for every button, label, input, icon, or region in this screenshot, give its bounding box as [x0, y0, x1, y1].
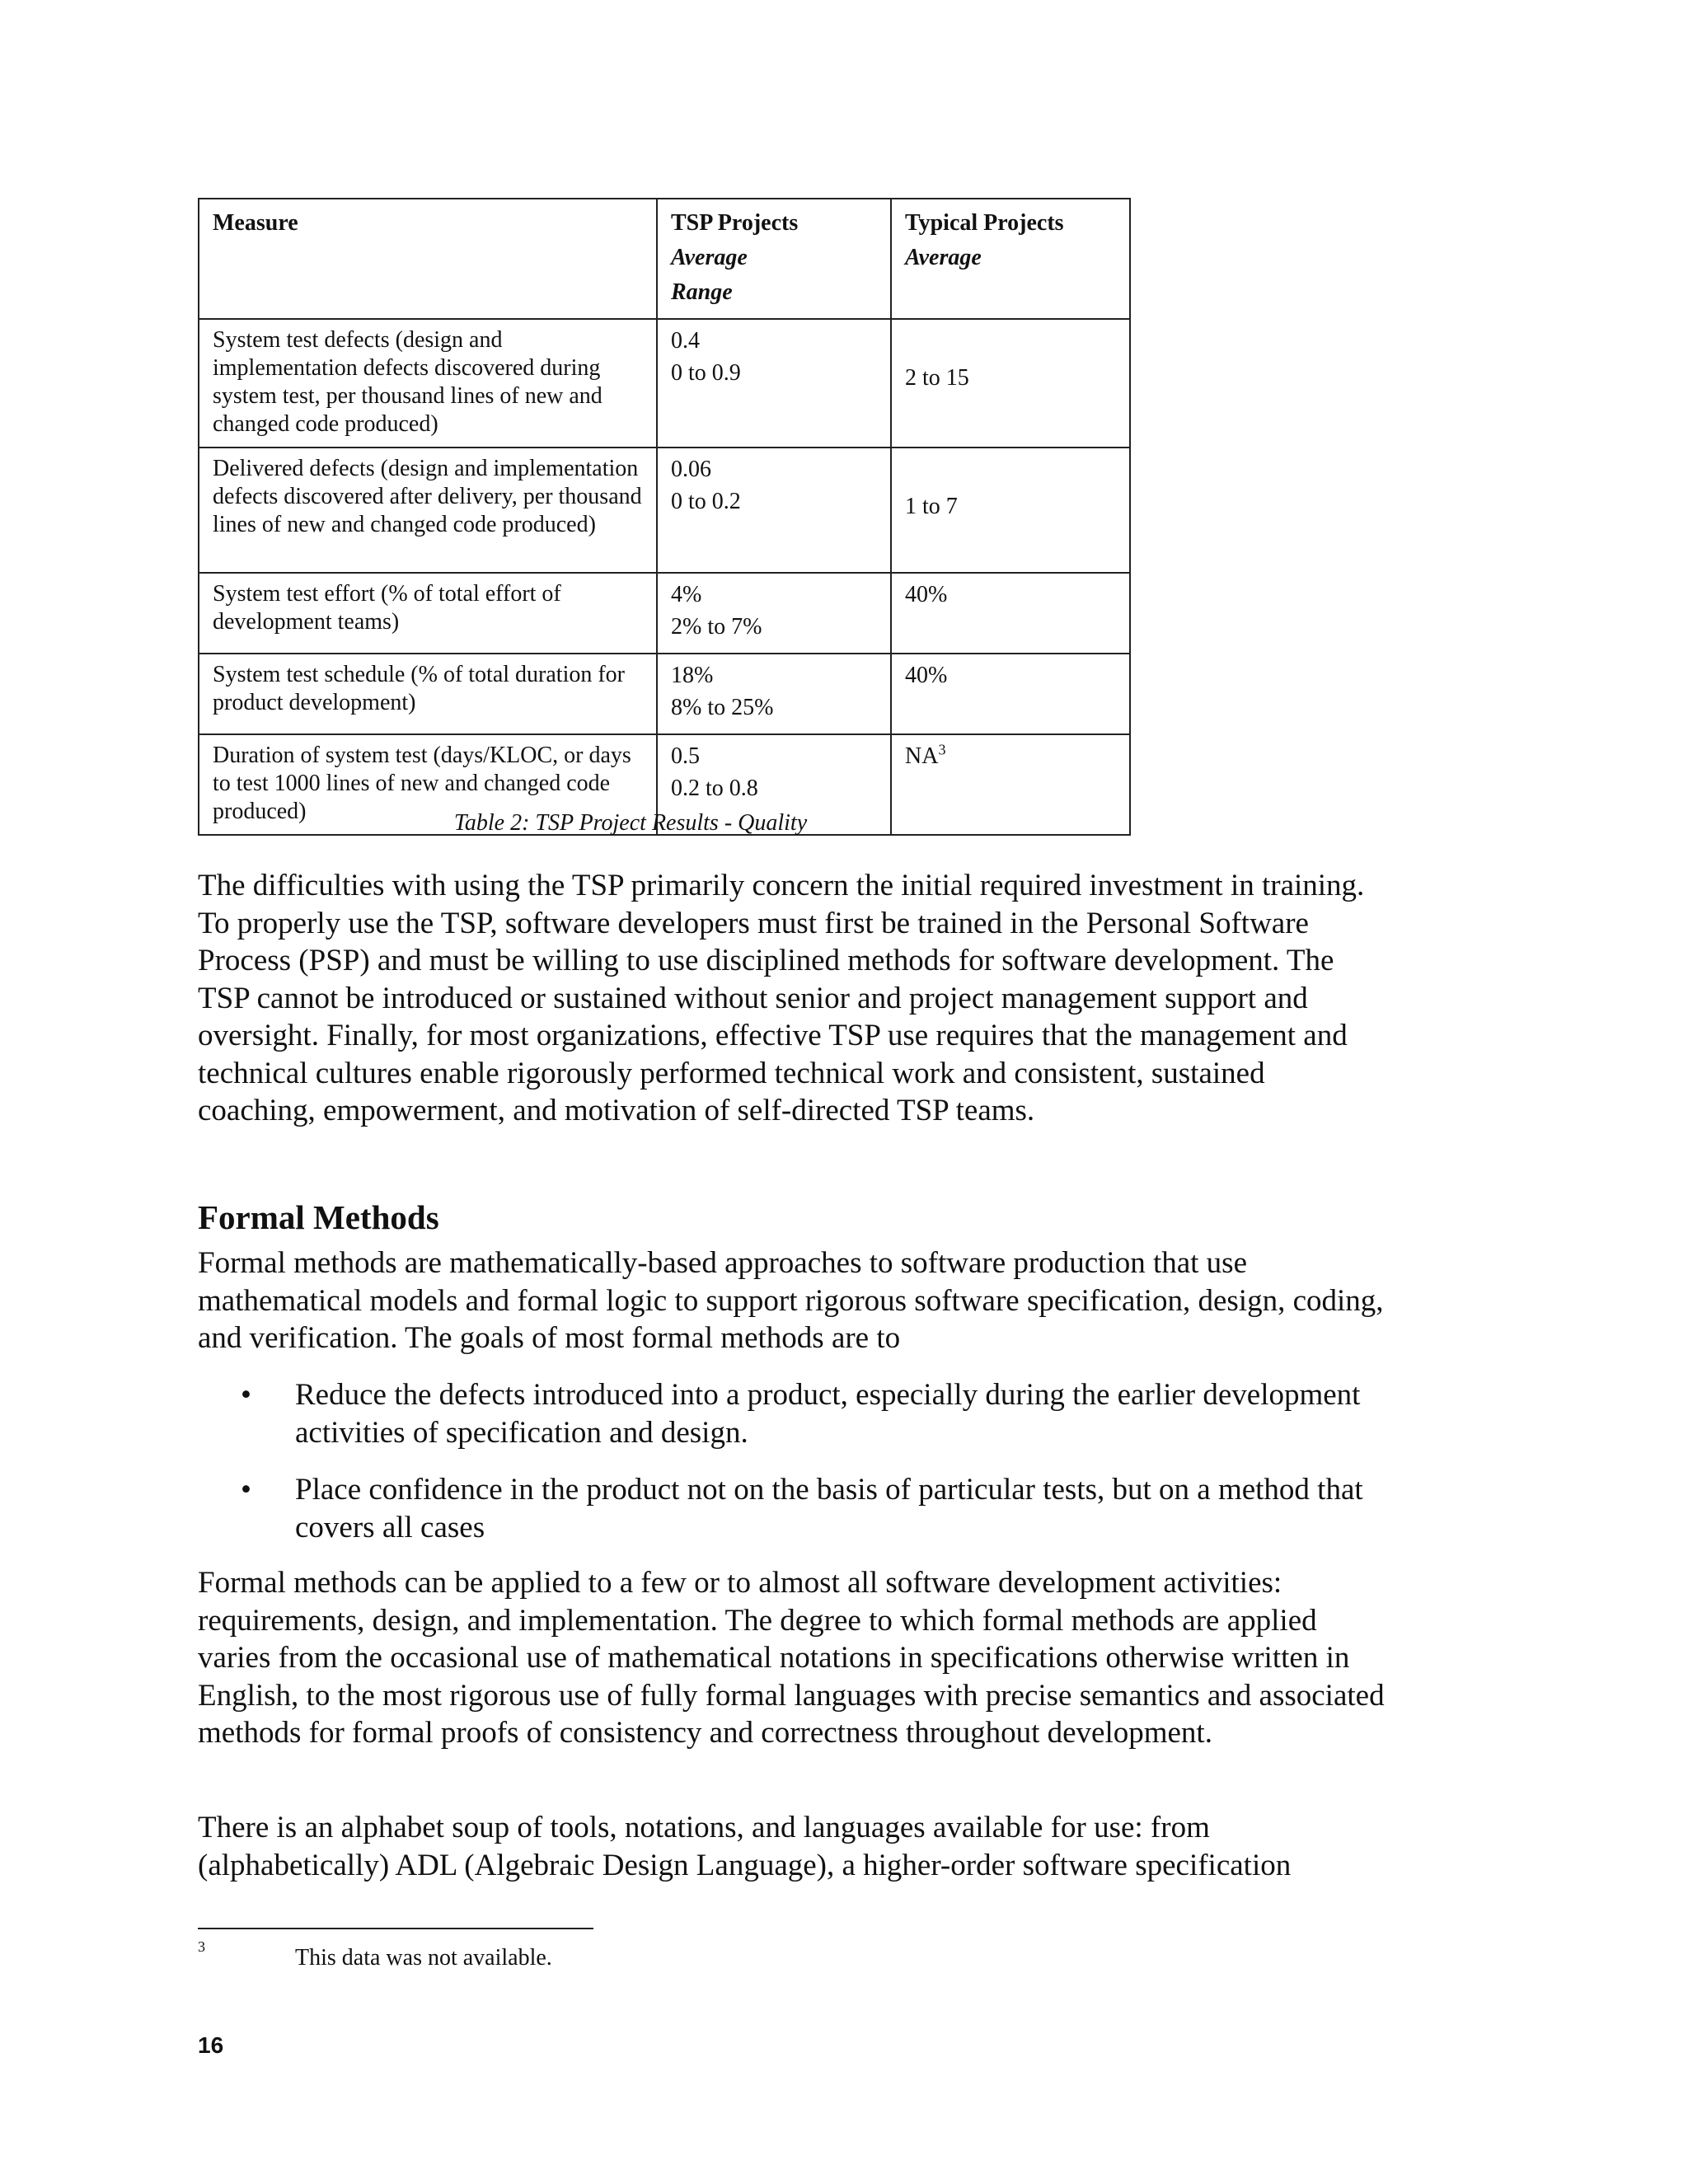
footnote-reference: 3	[938, 741, 946, 758]
paragraph-formal-methods-intro: Formal methods are mathematically-based approaches to software production that use mathematical models and formal logic to support rigorous software specification, design, coding, and verification. The goals of most formal methods are to	[198, 1246, 1384, 1355]
tsp-range-value: 8% to 25%	[671, 695, 774, 720]
typical-value	[905, 742, 1118, 771]
table-caption: Table 2: TSP Project Results - Quality	[453, 810, 808, 836]
table-row	[199, 573, 1130, 654]
header-typical-average: Average	[905, 245, 982, 270]
footnote-text: This data was not available.	[295, 1945, 552, 1971]
tsp-average-value: 0.06	[671, 457, 711, 482]
cell-measure: System test defects (design and implementation defects discovered during system test, per thousand lines of new and changed code produced)	[199, 319, 657, 448]
cell-measure: System test effort (% of total effort of development teams)	[199, 573, 657, 654]
header-tsp-average: Average	[671, 245, 748, 270]
tsp-range-value: 0.2 to 0.8	[671, 776, 758, 801]
typical-value: 40%	[905, 663, 948, 688]
cell-typical	[891, 448, 1130, 573]
header-tsp-range: Range	[671, 279, 733, 305]
footnote-divider	[198, 1928, 593, 1929]
header-measure	[199, 199, 657, 319]
quality-results-table-wrapper	[198, 198, 1129, 836]
cell-typical	[891, 319, 1130, 448]
cell-typical	[891, 654, 1130, 734]
typical-value-text: NA	[905, 743, 939, 769]
list-item	[198, 1471, 1385, 1546]
header-measure-label: Measure	[213, 210, 298, 236]
list-item	[198, 1376, 1385, 1451]
cell-tsp	[657, 654, 891, 734]
paragraph-formal-methods-application: Formal methods can be applied to a few or to almost all software development activities: requirements, design, and implementation. The degree to which formal methods are applied varies from the occasional use of mathematical notations in specifications otherwise written in English, to the most rigorous use of fully formal languages with precise semantics and associated methods for formal proofs of consistency and correctness throughout development.	[198, 1566, 1385, 1750]
paragraph-alphabet-soup: There is an alphabet soup of tools, notations, and languages available for use: from (alphabetically) ADL (Algebraic Design Language), a higher-order software specification	[198, 1811, 1292, 1882]
tsp-average-value: 18%	[671, 663, 714, 688]
tsp-range-value: 2% to 7%	[671, 614, 762, 640]
page-number: 16	[198, 2032, 224, 2058]
table-row	[199, 319, 1130, 448]
bullet-text: Place confidence in the product not on the basis of particular tests, but on a method that covers all cases	[295, 1473, 1363, 1544]
cell-measure: Delivered defects (design and implementation defects discovered after delivery, per thousand lines of new and changed code produced)	[199, 448, 657, 573]
header-tsp-projects	[657, 199, 891, 319]
cell-tsp	[657, 319, 891, 448]
cell-tsp	[657, 448, 891, 573]
bullet-text: Reduce the defects introduced into a product, especially during the earlier development activities of specification and design.	[295, 1378, 1361, 1450]
header-typical-title: Typical Projects	[905, 210, 1064, 236]
cell-measure: System test schedule (% of total duration for product development)	[199, 654, 657, 734]
typical-value: 2 to 15	[905, 365, 969, 391]
typical-value: 1 to 7	[905, 494, 958, 519]
paragraph-tsp-difficulties: The difficulties with using the TSP primarily concern the initial required investment in training. To properly use the TSP, software developers must first be trained in the Personal Software Process (PSP) and must be willing to use disciplined methods for software development. The TSP cannot be introduced or sustained without senior and project management support and oversight. Finally, for most organizations, effective TSP use requires that the management and technical cultures enable rigorously performed technical work and consistent, sustained coaching, empowerment, and motivation of self-directed TSP teams.	[198, 869, 1365, 1127]
goals-bullet-list	[198, 1376, 1385, 1546]
table-row	[199, 448, 1130, 573]
bullet-icon: •	[241, 1378, 251, 1412]
tsp-average-value: 0.5	[671, 743, 700, 769]
tsp-average-value: 4%	[671, 582, 702, 607]
tsp-average-value: 0.4	[671, 328, 700, 354]
header-typical-projects	[891, 199, 1130, 319]
table-header-row	[199, 199, 1130, 319]
cell-typical	[891, 573, 1130, 654]
footnote-number: 3	[198, 1938, 205, 1955]
section-heading: Formal Methods	[198, 1198, 439, 1236]
cell-measure: Duration of system test (days/KLOC, or days to test 1000 lines of new and changed code produced)	[199, 734, 657, 835]
typical-value: 40%	[905, 582, 948, 607]
header-tsp-title: TSP Projects	[671, 210, 799, 236]
table-row	[199, 654, 1130, 734]
cell-tsp	[657, 573, 891, 654]
tsp-range-value: 0 to 0.2	[671, 489, 741, 514]
tsp-range-value: 0 to 0.9	[671, 360, 741, 386]
bullet-icon: •	[241, 1473, 251, 1507]
quality-results-table	[198, 198, 1131, 836]
